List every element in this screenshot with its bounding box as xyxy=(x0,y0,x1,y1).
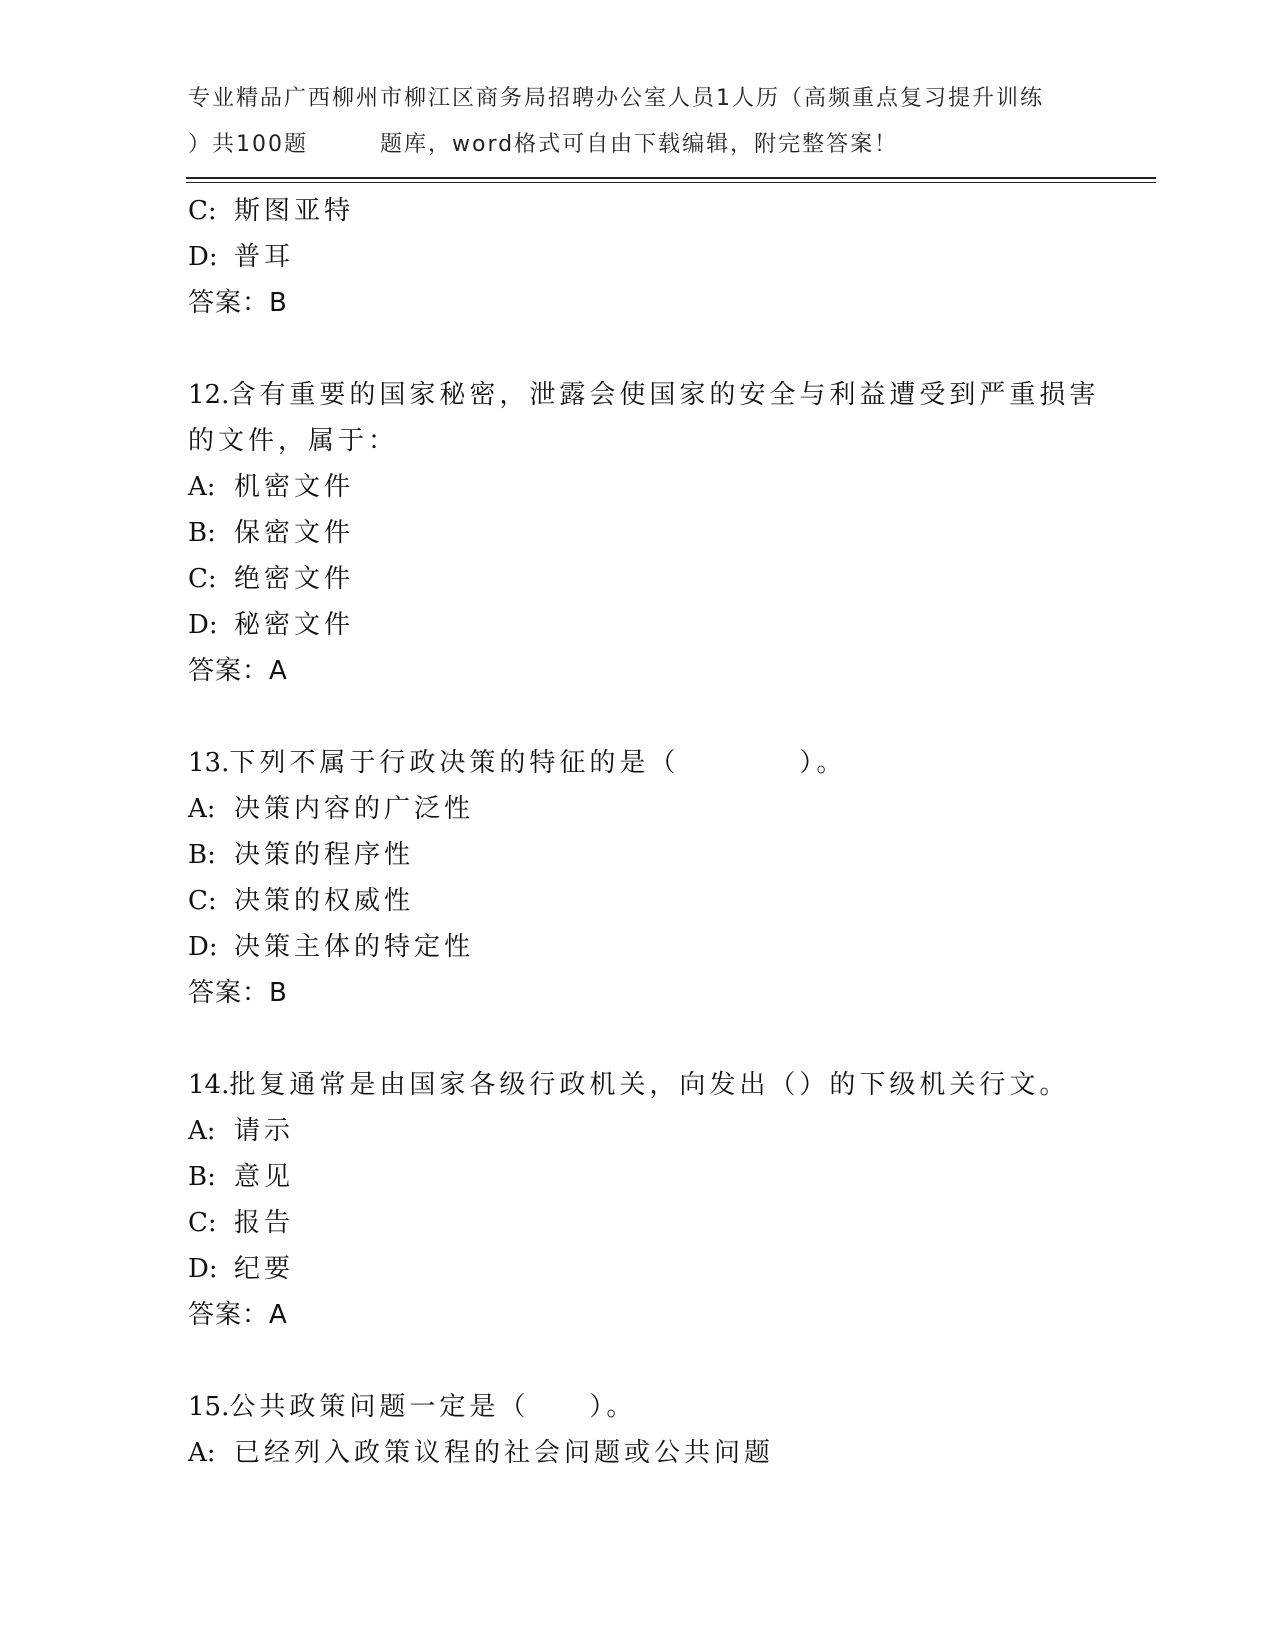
option-key: A: xyxy=(188,1116,216,1146)
option-line xyxy=(188,1430,1088,1476)
option-line xyxy=(188,1154,1088,1200)
question-text: 含有重要的国家秘密，泄露会使国家的安全与利益遭受到严重损害 xyxy=(229,380,1100,410)
question-stem xyxy=(188,372,1100,418)
option-line xyxy=(188,878,1088,924)
answer-line: 答案：B xyxy=(188,978,288,1008)
question-text: 下列不属于行政决策的特征的是（ ）。 xyxy=(229,748,847,778)
option-key: A: xyxy=(188,794,216,824)
header-line-2 xyxy=(188,122,1088,168)
option-line xyxy=(188,510,1088,556)
option-key: B: xyxy=(188,518,216,548)
option-key: B: xyxy=(188,840,216,870)
option-key: C: xyxy=(188,564,217,594)
option-line xyxy=(188,832,1088,878)
answer-line: 答案：B xyxy=(188,288,288,318)
option-text: 普耳 xyxy=(234,242,295,272)
question-text: 批复通常是由国家各级行政机关，向发出（）的下级机关行文。 xyxy=(229,1070,1070,1100)
option-key: A: xyxy=(188,472,216,502)
option-line xyxy=(188,188,1088,234)
option-key: D: xyxy=(188,610,218,640)
option-text: 报告 xyxy=(234,1208,295,1238)
option-key: D: xyxy=(188,242,218,272)
option-key: C: xyxy=(188,1208,217,1238)
option-line xyxy=(188,602,1088,648)
question-number: 13. xyxy=(188,748,230,778)
option-line xyxy=(188,786,1088,832)
option-key: C: xyxy=(188,196,217,226)
option-text: 斯图亚特 xyxy=(234,196,355,226)
option-key: C: xyxy=(188,886,217,916)
question-number: 15. xyxy=(188,1392,230,1422)
option-text: 绝密文件 xyxy=(234,564,355,594)
question-stem-continued: 的文件，属于： xyxy=(188,426,399,456)
question-number: 12. xyxy=(188,380,230,410)
question-stem xyxy=(188,1384,1088,1430)
option-line xyxy=(188,1200,1088,1246)
option-line xyxy=(188,556,1088,602)
option-text: 意见 xyxy=(234,1162,295,1192)
answer-line: 答案：A xyxy=(188,656,288,686)
option-line xyxy=(188,464,1088,510)
option-line xyxy=(188,1108,1088,1154)
page-header xyxy=(188,76,1088,168)
header-line-1: 专业精品广西柳州市柳江区商务局招聘办公室人员1人历（高频重点复习提升训练 xyxy=(188,86,1044,111)
option-text: 纪要 xyxy=(234,1254,295,1284)
question-stem xyxy=(188,740,1088,786)
option-text: 决策的权威性 xyxy=(234,886,415,916)
header-line-2-b: 题库，word格式可自由下载编辑，附完整答案！ xyxy=(380,132,899,157)
option-text: 机密文件 xyxy=(234,472,355,502)
option-text: 秘密文件 xyxy=(234,610,355,640)
header-divider-thin xyxy=(186,182,1156,183)
option-text: 决策内容的广泛性 xyxy=(234,794,475,824)
option-line xyxy=(188,234,1088,280)
question-number: 14. xyxy=(188,1070,230,1100)
option-text: 决策主体的特定性 xyxy=(234,932,475,962)
option-line xyxy=(188,1246,1088,1292)
answer-line: 答案：A xyxy=(188,1300,288,1330)
option-text: 保密文件 xyxy=(234,518,355,548)
header-divider xyxy=(186,177,1156,179)
option-line xyxy=(188,924,1088,970)
question-text: 公共政策问题一定是（ ）。 xyxy=(229,1392,637,1422)
header-line-2-a: ）共100题 xyxy=(188,132,308,157)
option-text: 请示 xyxy=(234,1116,295,1146)
question-list xyxy=(188,188,1100,1476)
option-key: A: xyxy=(188,1438,216,1468)
option-text: 已经列入政策议程的社会问题或公共问题 xyxy=(234,1438,775,1468)
option-key: D: xyxy=(188,932,218,962)
question-stem xyxy=(188,1062,1088,1108)
option-key: B: xyxy=(188,1162,216,1192)
option-key: D: xyxy=(188,1254,218,1284)
option-text: 决策的程序性 xyxy=(234,840,415,870)
